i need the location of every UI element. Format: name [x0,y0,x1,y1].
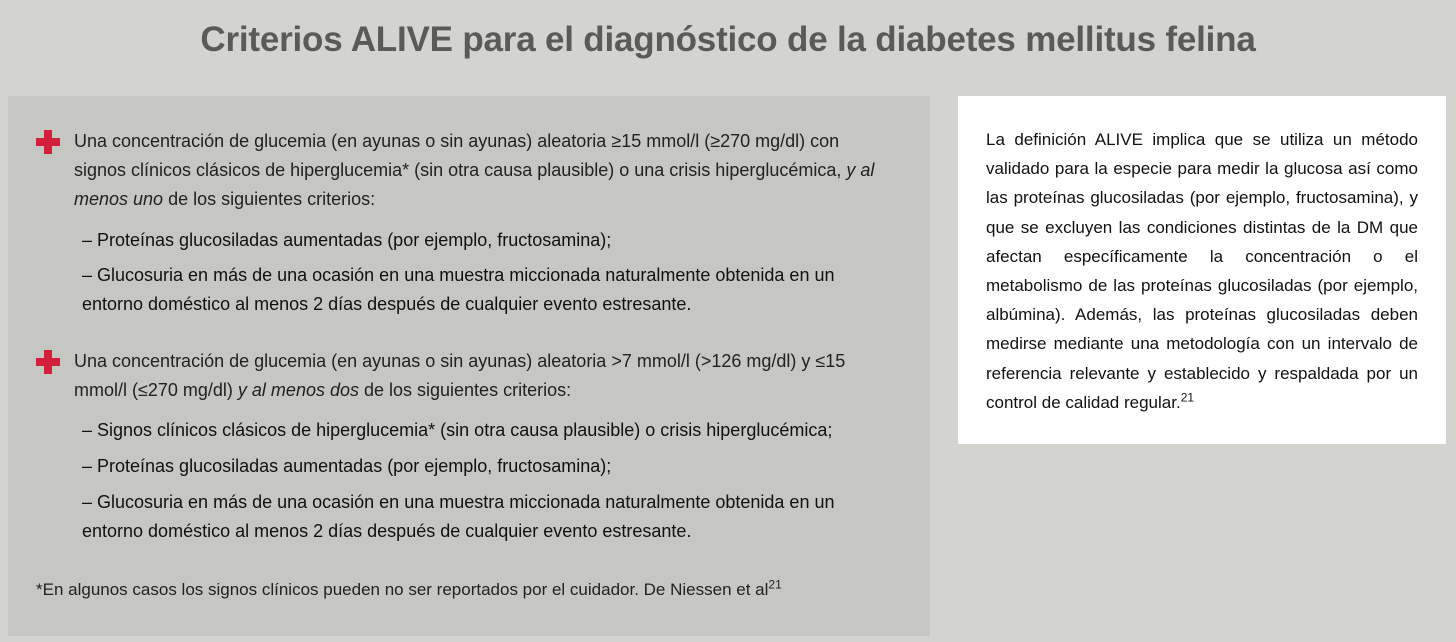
criterion-2-text [74,347,896,405]
criterion-2 [36,347,896,546]
red-cross-icon [36,350,60,374]
criterion-2-text-main: Una concentración de glucemia (en ayunas o sin ayunas) aleatoria >7 mmol/l (>126 mg/dl) y ≤15 mmol/l (≤270 mg/dl) [74,351,846,400]
criterion-1-emphasis: y al menos uno [74,160,875,209]
footnote-text: *En algunos casos los signos clínicos pueden no ser reportados por el cuidador. De Niessen et al [36,580,769,599]
footnote-reference: 21 [768,577,782,592]
criterion-1 [36,127,896,319]
footnote [36,577,782,600]
criterion-2-emphasis: y al menos dos [237,380,359,400]
criterion-1-subitem-2: – Glucosuria en más de una ocasión en una muestra miccionada naturalmente obtenida en un entorno doméstico al menos 2 días después de cualquier evento estresante. [82,265,835,314]
definition-note-panel [958,96,1446,444]
definition-note-reference: 21 [1180,390,1195,405]
criterion-1-text-main: Una concentración de glucemia (en ayunas o sin ayunas) aleatoria ≥15 mmol/l (≥270 mg/dl) con signos clínicos clásicos de hiperglucemia* (sin otra causa plausible) o una crisis hiperglucémica, [74,131,847,180]
criterion-1-subitem-1: – Proteínas glucosiladas aumentadas (por ejemplo, fructosamina); [82,230,612,250]
criterion-1-text [74,127,896,214]
definition-note-text: La definición ALIVE implica que se utiliza un método validado para la especie para medir la glucosa así como las proteínas glucosiladas (por ejemplo, fructosamina), y que se excluyen las condiciones distintas de la DM que afectan específicamente la concentración o el metabolismo de las proteínas glucosiladas (por ejemplo, albúmina). Además, las proteínas glucosiladas deben medirse mediante una metodología con un intervalo de referencia relevante y establecido y respaldada por un control de calidad regular. [986,130,1418,412]
red-cross-icon [36,130,60,154]
definition-note [986,125,1418,417]
criterion-2-text-end: de los siguientes criterios: [358,380,572,400]
criteria-panel [8,96,930,636]
page-title: Criterios ALIVE para el diagnóstico de la diabetes mellitus felina [200,20,1256,59]
criterion-2-subitem-3: – Glucosuria en más de una ocasión en una muestra miccionada naturalmente obtenida en un entorno doméstico al menos 2 días después de cualquier evento estresante. [82,492,835,541]
criterion-2-subitem-2: – Proteínas glucosiladas aumentadas (por ejemplo, fructosamina); [82,456,612,476]
criterion-2-subitem-1: – Signos clínicos clásicos de hiperglucemia* (sin otra causa plausible) o crisis hiperglucémica; [82,420,833,440]
criterion-1-text-end: de los siguientes criterios: [163,189,376,209]
